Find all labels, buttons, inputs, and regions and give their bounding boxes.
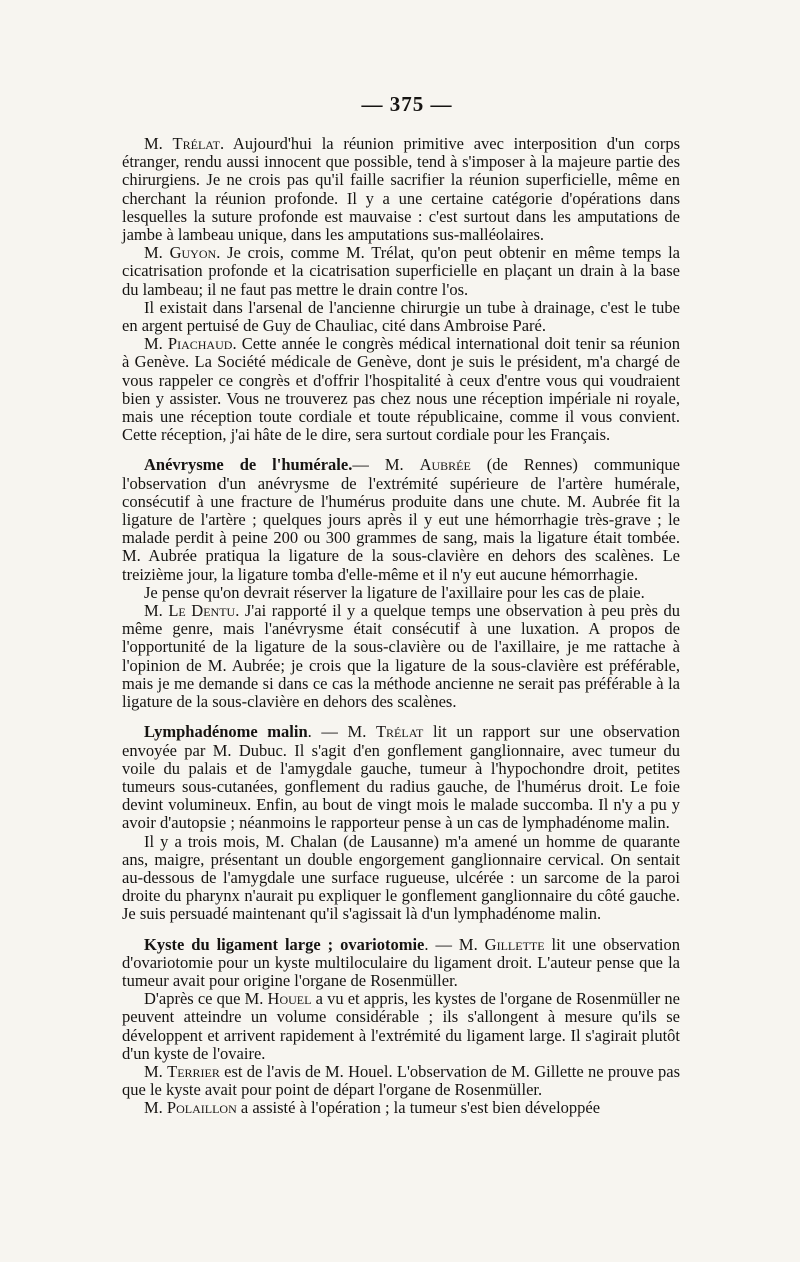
- speaker-name: Guyon: [169, 243, 217, 263]
- text-run: M.: [144, 134, 173, 153]
- paragraph: [122, 335, 680, 444]
- text-run: lit un rapport sur une observation envoyée par M. Dubuc. Il s'agit d'en gonflement ganglionnaire, avec tumeur du voile du palais et de l'amygdale gauche, tumeur à l'hypochondre droit, petites tumeurs sous-cutanées, gonflement du radius gauche, de l'humérus droit. Le foie devint volumineux. Enfin, au bout de vingt mois le malade succomba. Il n'y a pu y avoir d'autopsie ; néanmoins le rapporteur pense à un cas de lymphadénome malin.: [122, 722, 680, 833]
- speaker-name: Piachaud: [167, 334, 233, 354]
- paragraph: [122, 244, 680, 299]
- section-heading: Lymphadénome malin: [144, 722, 308, 742]
- text-run: . Cette année le congrès médical international doit tenir sa réunion à Genève. La Société médicale de Genève, dont je suis le président, m'a chargé de vous rappeler ce congrès et d'offrir l'hospitalité à ceux d'entre vous qui voudraient bien y assister. Vous ne trouverez pas chez nous une réception impériale ni royale, mais une réception toute cordiale et toute républicaine, comme il vous convient. Cette réception, j'ai hâte de le dire, sera surtout cordiale pour les Français.: [122, 334, 680, 445]
- speaker-name: Gillette: [484, 934, 545, 954]
- speaker-name: Terrier: [167, 1061, 220, 1081]
- text-run: . J'ai rapporté il y a quelque temps une observation à peu près du même genre, mais l'anévrysme était consécutif à une luxation. A propos de l'opportunité de la ligature de la sous-clavière ou de l'axillaire, je me rattache à l'opinion de M. Aubrée; je crois que la ligature de la sous-clavière est préférable, mais je me demande si dans ce cas la méthode ancienne ne serait pas préférable à la ligature de la sous-clavière en dehors des scalènes.: [122, 601, 680, 712]
- text-run: M.: [144, 601, 169, 621]
- page-number: — 375 —: [361, 92, 453, 116]
- speaker-name: Houel: [267, 989, 312, 1009]
- speaker-name: Le Dentu: [168, 601, 236, 621]
- text-run: . — M.: [424, 934, 485, 954]
- text-run: . Aujourd'hui la réunion primitive avec interposition d'un corps étranger, rendu aussi innocent que possible, tend à s'imposer à la majeure partie des chirurgiens. Je ne crois pas qu'il faille sacrifier la réunion superficielle, même en cherchant la réunion profonde. Il y a une certaine catégorie d'opérations dans lesquelles la suture profonde est mauvaise : c'est surtout dans les amputations de jambe à lambeau unique, dans les amputations sus-malléolaires.: [122, 134, 680, 245]
- text-run: M.: [144, 334, 168, 354]
- speaker-name: Polaillon: [166, 1098, 237, 1118]
- paragraph: [122, 602, 680, 711]
- text-run: a vu et appris, les kystes de l'organe de Rosenmüller ne peuvent atteindre un volume considérable ; ils s'allongent à mesure qu'ils se développent et arrivent rapidement à l'extrémité du ligament large. Il s'agirait plutôt d'un kyste de l'ovaire.: [122, 989, 681, 1063]
- text-run: . — M.: [307, 722, 376, 742]
- text-run: . Je crois, comme M. Trélat, qu'on peut obtenir en même temps la cicatrisation profonde et la cicatrisation superficielle en plaçant un drain à la base du lambeau; il ne faut pas mettre le drain contre l'os.: [122, 243, 680, 299]
- speaker-name: Trélat: [172, 134, 220, 153]
- section-heading: Kyste du ligament large ; ovariotomie: [144, 934, 425, 954]
- speaker-name: Trélat: [375, 722, 424, 742]
- text-run: M.: [144, 243, 170, 263]
- paragraph: [122, 833, 680, 924]
- paragraph: [122, 299, 680, 335]
- paragraph: [122, 990, 680, 1063]
- text-run: D'après ce que M.: [144, 989, 268, 1009]
- section-paragraph: [122, 723, 680, 832]
- text-run: Il existait dans l'arsenal de l'ancienne chirurgie un tube à drainage, c'est le tube en argent pertuisé de Guy de Chauliac, cité dans Ambroise Paré.: [122, 297, 680, 336]
- body-text: [122, 135, 680, 1118]
- text-run: a assisté à l'opération ; la tumeur s'est bien développée: [236, 1098, 601, 1118]
- text-run: — M.: [352, 455, 420, 475]
- text-run: est de l'avis de M. Houel. L'observation de M. Gillette ne prouve pas que le kyste avait pour point de départ l'organe de Rosenmüller.: [122, 1061, 680, 1100]
- paragraph: [122, 1063, 680, 1099]
- section-paragraph: [122, 936, 680, 991]
- section-heading: Anévrysme de l'humérale.: [144, 455, 353, 475]
- text-run: lit une observation d'ovariotomie pour un kyste multiloculaire du ligament droit. L'auteur pense que la tumeur avait pour origine l'organe de Rosenmüller.: [122, 934, 680, 990]
- text-run: Il y a trois mois, M. Chalan (de Lausanne) m'a amené un homme de quarante ans, maigre, présentant un double engorgement ganglionnaire cervical. On sentait au-dessous de l'amygdale une surface rugueuse, ulcérée : un sarcome de la paroi droite du pharynx n'aurait pu expliquer le gonflement ganglionnaire du côté gauche. Je suis persuadé maintenant qu'il s'agissait là d'un lymphadénome malin.: [122, 831, 680, 924]
- paragraph: [122, 584, 680, 602]
- paragraph: [122, 135, 680, 244]
- paragraph: [122, 1099, 680, 1117]
- text-run: M.: [144, 1061, 168, 1081]
- text-run: M.: [144, 1098, 167, 1118]
- speaker-name: Aubrée: [419, 455, 471, 475]
- text-run: Je pense qu'on devrait réserver la ligature de l'axillaire pour les cas de plaie.: [144, 582, 645, 602]
- section-paragraph: [122, 456, 680, 583]
- text-run: (de Rennes) communique l'observation d'un anévrysme de l'extrémité supérieure de l'artère humérale, consécutif à une fracture de l'humérus produite dans une chute. M. Aubrée fit la ligature de l'artère ; quelques jours après il y eut une hémorrhagie très-grave ; le malade perdit à peine 200 ou 300 grammes de sang, mais la ligature était tombée. M. Aubrée pratiqua la ligature de la sous-clavière en dehors des scalènes. Le treizième jour, la ligature tomba d'elle-même et il n'y eut aucune hémorrhagie.: [122, 455, 680, 584]
